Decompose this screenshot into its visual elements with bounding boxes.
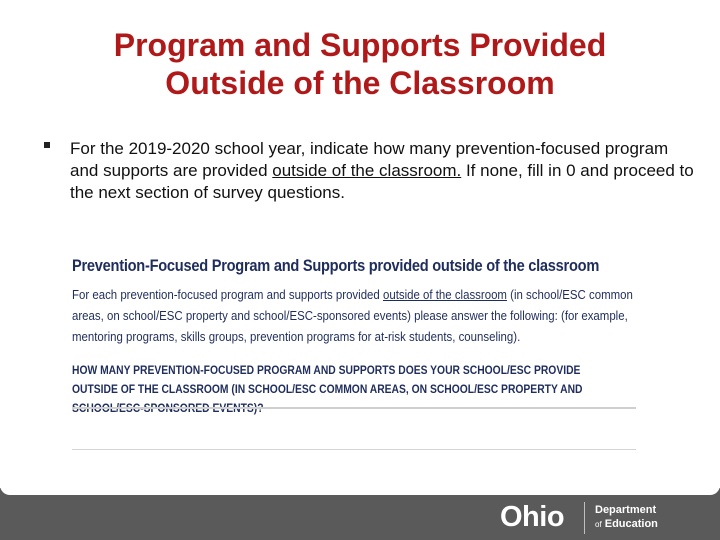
ohio-logo: Ohio: [500, 501, 565, 533]
bullet-text-underlined: outside of the classroom.: [272, 161, 462, 180]
survey-section-title: Prevention-Focused Program and Supports provided outside of the classroom: [72, 256, 600, 275]
survey-description: [72, 284, 635, 347]
survey-question: HOW MANY PREVENTION-FOCUSED PROGRAM AND SUPPORTS DOES YOUR SCHOOL/ESC PROVIDE OUTSIDE OF THE CLASSROOM (IN SCHOOL/ESC COMMON AREAS, ON SCHOOL/ESC PROPERTY AND: [72, 363, 583, 396]
department-label: Department: [595, 504, 657, 516]
slide-title: [40, 26, 680, 102]
education-text: Education: [604, 518, 658, 530]
square-bullet-icon: [44, 142, 50, 148]
footer-curve: [0, 485, 720, 495]
survey-screenshot: [72, 254, 642, 418]
survey-divider: [72, 407, 636, 409]
education-label: [595, 518, 658, 531]
bullet-text-start: For the 2019-2020 school year, indicate how many prevention-focused program and supports are provided: [70, 139, 669, 180]
slide-title-line-1: Program and Supports Provided: [113, 27, 607, 63]
survey-desc-start: For each prevention-focused program and supports provided: [72, 287, 383, 302]
bullet-text: [70, 138, 694, 204]
footer-divider: [584, 502, 585, 534]
survey-desc-underlined: outside of the classroom: [382, 287, 507, 302]
bullet-point: [44, 138, 694, 204]
slide-title-line-2: Outside of the Classroom: [165, 65, 555, 101]
of-label: of: [595, 520, 602, 529]
survey-desc-end: (in school/ESC common areas, on school/ESC property and school/ESC-sponsored events) please answer the following: (for example, mentoring programs, skills groups, prevention programs for at-risk students, counseling).: [72, 287, 633, 344]
answer-input-line[interactable]: [72, 449, 636, 450]
bullet-text-end: If none, fill in 0 and proceed to the next section of survey questions.: [70, 161, 694, 202]
